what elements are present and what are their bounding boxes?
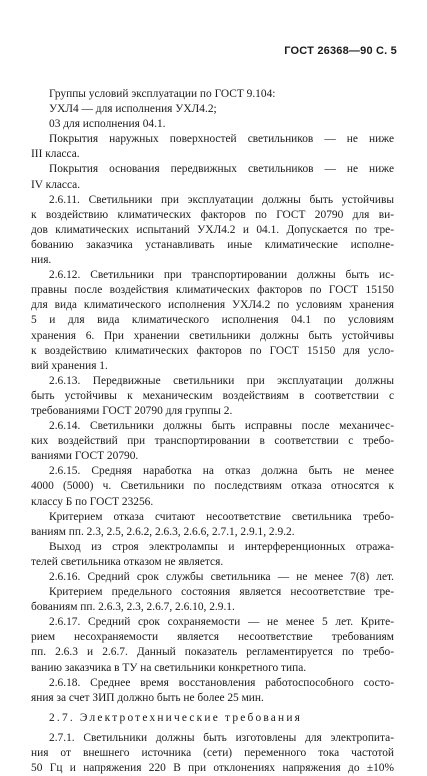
text-line: Покрытия основания передвижных светильников — не ниже	[49, 163, 394, 176]
text-line: 2.6.17. Средний срок сохраняемости — не менее 5 лет. Крите-	[49, 616, 394, 629]
text-line: Покрытия наружных поверхностей светильников — не ниже	[49, 133, 394, 146]
text-line: вий хранения 1.	[31, 359, 108, 372]
text-line: рием несохраняемости является несоответствие требованиям	[31, 631, 394, 644]
text-line: бованию заказчика устанавливать иные климатические исполне-	[31, 238, 394, 251]
text-line: классу Б по ГОСТ 23256.	[31, 495, 154, 508]
section-title: 2.7. Электротехнические требования	[49, 711, 303, 724]
text-line: дов климатических испытаний УХЛ4.2 и 04.1. Допускается по тре-	[31, 223, 394, 236]
text-line: Критерием отказа считают несоответствие светильника требо-	[49, 510, 394, 523]
text-line: правны после воздействия климатических факторов по ГОСТ 15150	[31, 284, 394, 297]
text-line: быть устойчивы к механическим воздействиям в соответствии с	[31, 389, 394, 402]
text-line: телей светильника отказом не является.	[31, 555, 224, 568]
text-line: 03 для исполнения 04.1.	[49, 118, 166, 131]
text-line: ваниям пп. 2.3, 2.5, 2.6.2, 2.6.3, 2.6.6, 2.7.1, 2.9.1, 2.9.2.	[31, 525, 295, 538]
text-line: УХЛ4 — для исполнения УХЛ4.2;	[49, 103, 217, 116]
text-line: ких воздействий при транспортировании в соответствии с требо-	[31, 435, 394, 448]
text-line: 2.6.15. Средняя наработка на отказ должна быть не менее	[49, 465, 394, 478]
text-line: ваниями ГОСТ 20790.	[31, 450, 139, 463]
text-line: 50 Гц и напряжения 220 В при отклонениях напряжения до ±10%	[31, 762, 394, 775]
text-line: ния.	[31, 254, 52, 267]
text-line: 2.6.13. Передвижные светильники при эксплуатации должны	[49, 374, 394, 387]
text-line: к воздействию климатических факторов по ГОСТ 15150 для усло-	[31, 344, 394, 357]
text-line: 5 и для вида климатического исполнения 04.1 по условиям	[31, 314, 394, 327]
text-line: пп. 2.6.3 и 2.6.7. Данный показатель регламентируется по требо-	[31, 646, 394, 659]
text-line: Группы условий эксплуатации по ГОСТ 9.104:	[49, 88, 276, 100]
text-line: к воздействию климатических факторов по ГОСТ 20790 для ви-	[31, 208, 394, 221]
text-line: IV класса.	[31, 178, 81, 191]
text-line: бованиям пп. 2.6.3, 2.3, 2.6.7, 2.6.10, 2.9.1.	[31, 601, 235, 614]
text-line: хранения 6. При хранении светильники должны быть устойчивы	[31, 329, 394, 342]
text-line: ния от внешнего источника (сети) переменного тока частотой	[31, 747, 394, 760]
text-line: 2.6.18. Среднее время восстановления работоспособного состо-	[49, 676, 394, 689]
page-header: ГОСТ 26368—90 С. 5	[284, 45, 397, 57]
text-line: Критерием предельного состояния является несоответствие тре-	[49, 586, 394, 599]
document-body	[31, 87, 394, 776]
text-line: яния за счет ЗИП должно быть не более 25 мин.	[31, 691, 264, 704]
text-line: III класса.	[31, 148, 80, 161]
text-line: для вида климатического исполнения УХЛ4.2 по условиям хранения	[31, 299, 394, 312]
text-line: требованиями ГОСТ 20790 для группы 2.	[31, 404, 233, 417]
text-line: 2.7.1. Светильники должны быть изготовлены для электропита-	[49, 731, 394, 744]
text-line: 4000 (5000) ч. Светильники по последствиям отказа относятся к	[31, 480, 394, 493]
text-line: 2.6.12. Светильники при транспортировании должны быть ис-	[49, 269, 394, 282]
text-line: ванию заказчика в ТУ на светильники конкретного типа.	[31, 661, 307, 674]
text-line: 2.6.14. Светильники должны быть исправны после механичес-	[49, 420, 394, 433]
text-line: 2.6.16. Средний срок службы светильника — не менее 7(8) лет.	[49, 571, 394, 583]
text-line: 2.6.11. Светильники при эксплуатации должны быть устойчивы	[49, 193, 394, 206]
text-line: Выход из строя электролампы и интерференционных отража-	[49, 540, 394, 553]
